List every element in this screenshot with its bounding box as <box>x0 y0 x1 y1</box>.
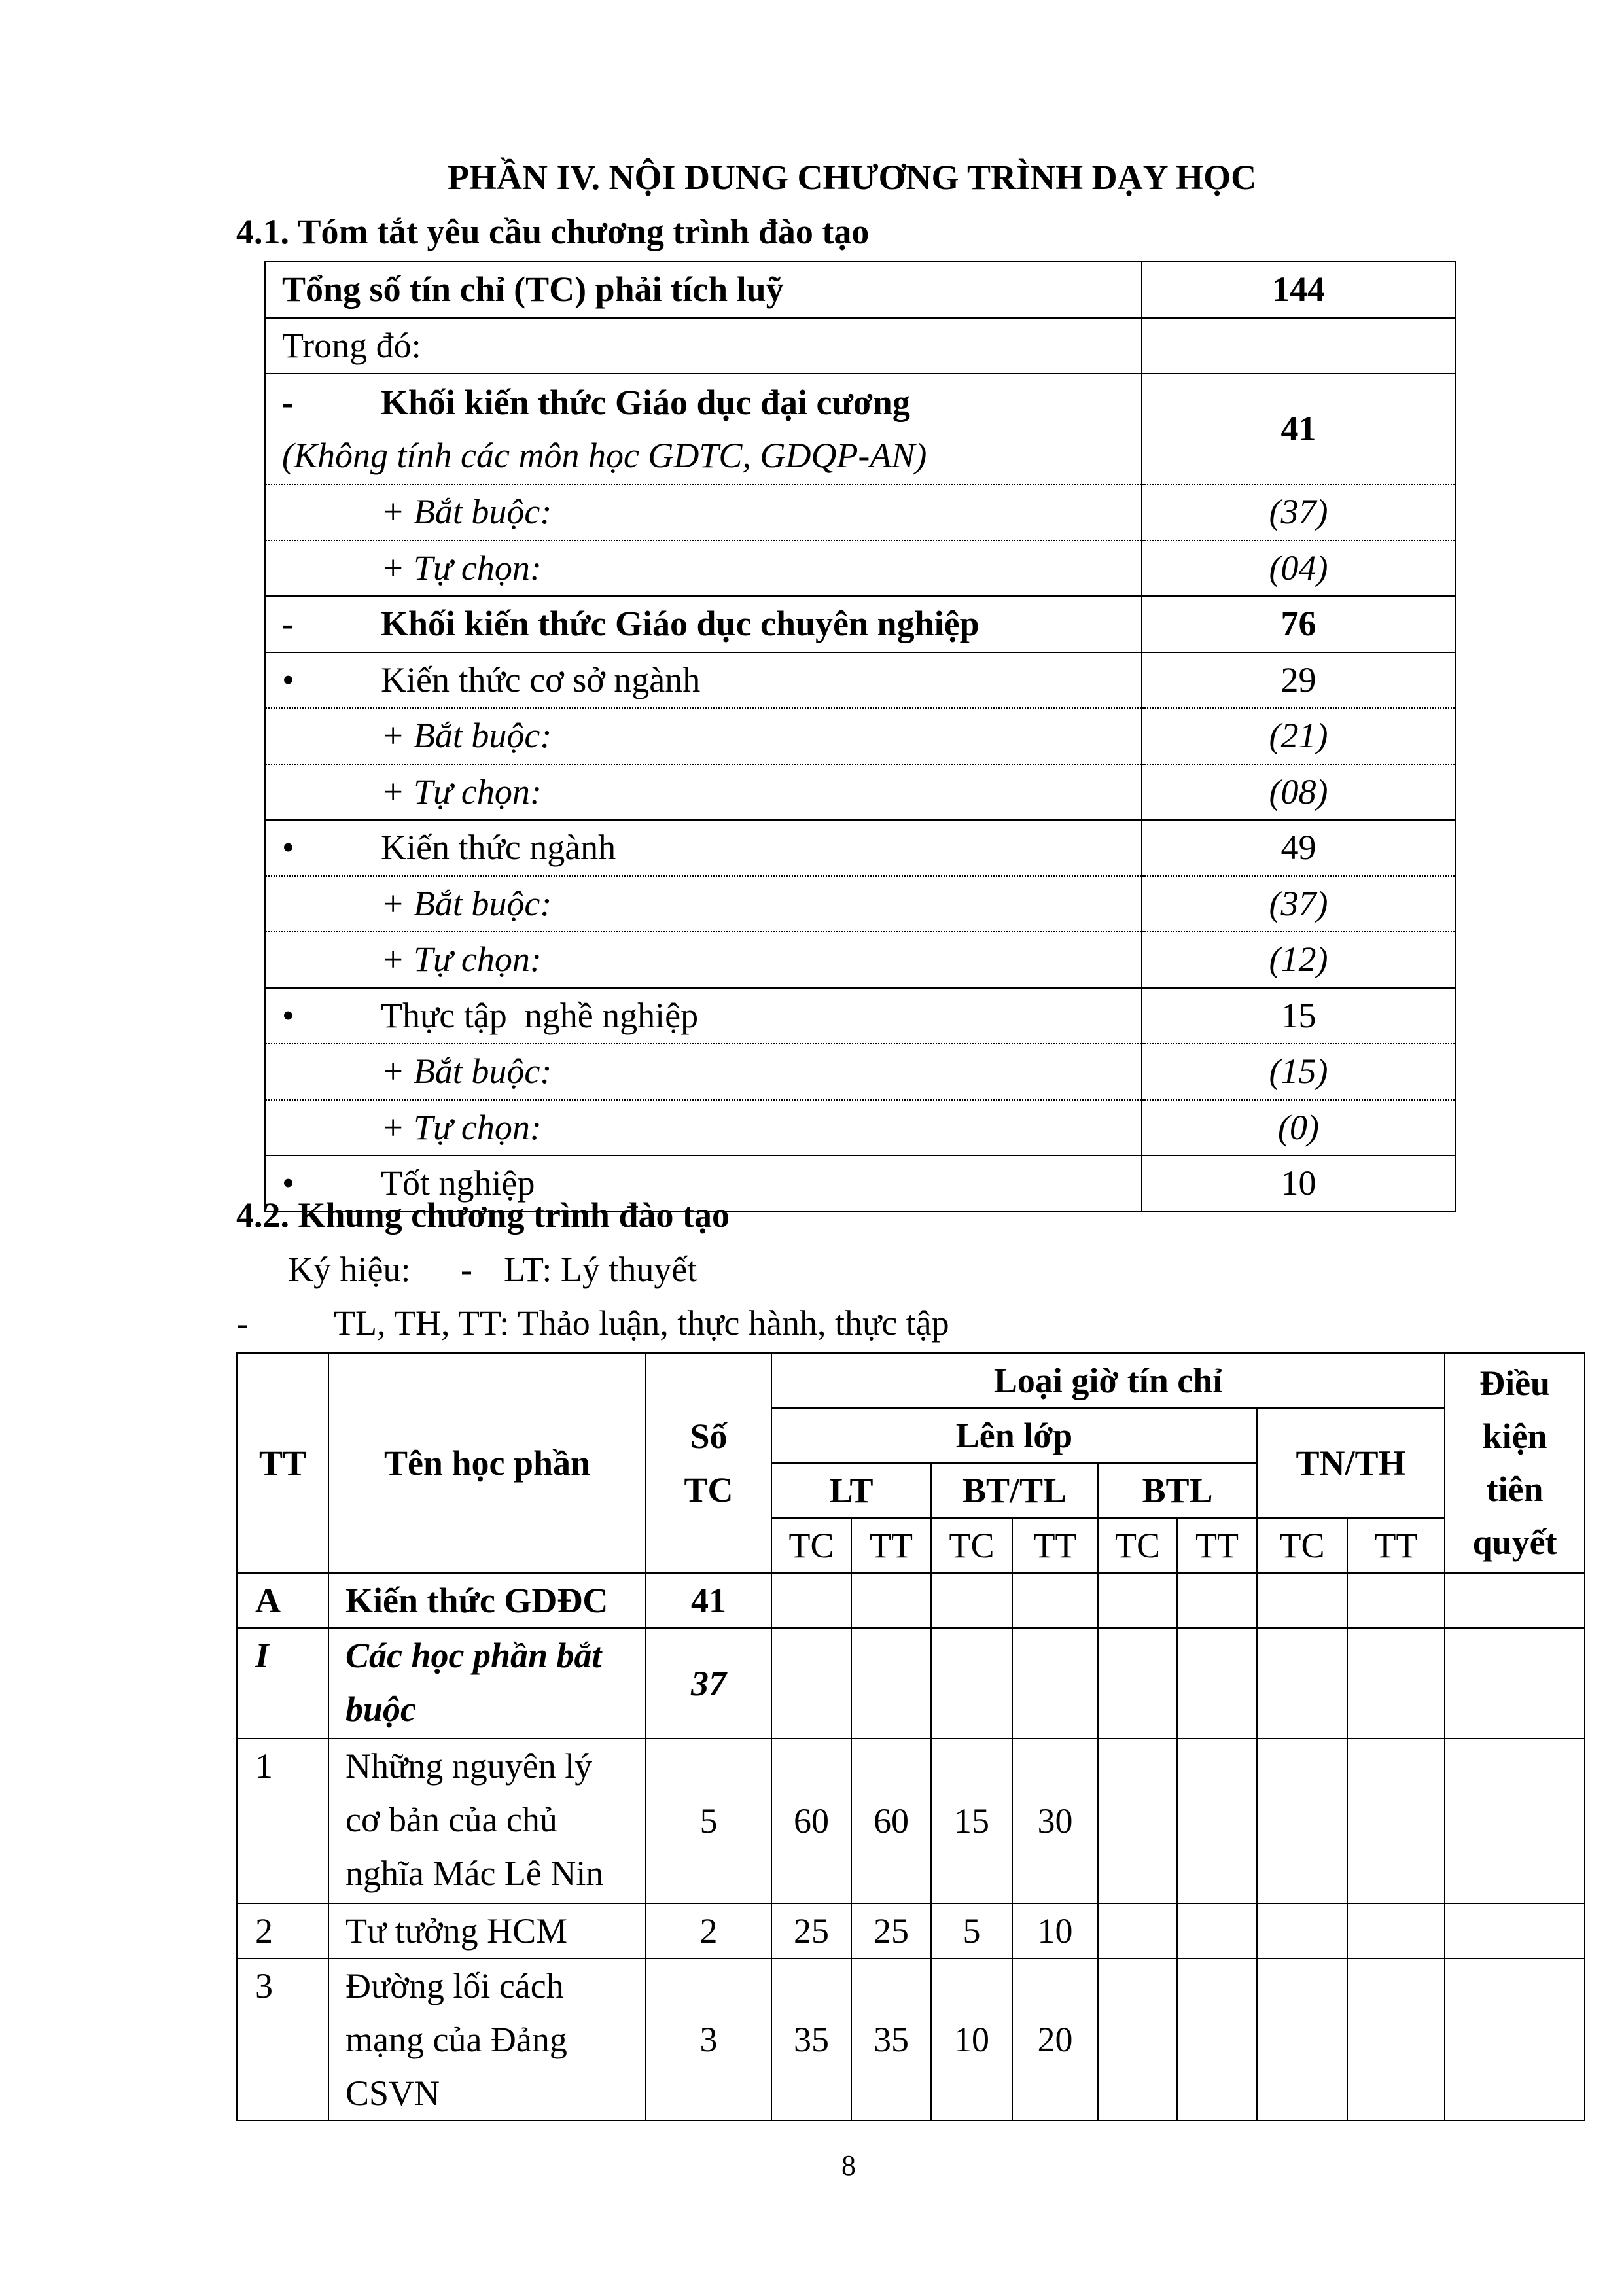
summary-label: + Bắt buộc: <box>265 484 1142 540</box>
row-bttl-tt <box>1012 1628 1098 1739</box>
header-tn-th: TN/TH <box>1257 1408 1445 1518</box>
row-tnth-tt <box>1347 1573 1445 1628</box>
row-btl-tc <box>1098 1628 1177 1739</box>
row-btl-tt <box>1177 1628 1257 1739</box>
row-lt-tc: 25 <box>771 1903 851 1958</box>
summary-label-cell <box>265 374 1142 484</box>
header-btl: BTL <box>1098 1463 1257 1518</box>
summary-label: Kiến thức ngành <box>381 828 616 868</box>
row-lt-tt <box>851 1573 931 1628</box>
summary-row <box>265 1044 1455 1100</box>
row-prerequisite <box>1445 1903 1585 1958</box>
summary-label-cell <box>265 820 1142 876</box>
summary-label: + Bắt buộc: <box>265 876 1142 932</box>
row-prerequisite <box>1445 1628 1585 1739</box>
row-lt-tc <box>771 1573 851 1628</box>
summary-label-cell <box>265 652 1142 709</box>
row-lt-tt: 35 <box>851 1958 931 2121</box>
header-prerequisite: Điều kiện tiên quyết <box>1445 1353 1585 1573</box>
table-row <box>237 1573 1585 1628</box>
row-credits: 3 <box>646 1958 771 2121</box>
row-bttl-tc <box>931 1573 1012 1628</box>
summary-label: + Bắt buộc: <box>265 1044 1142 1100</box>
row-bttl-tt: 30 <box>1012 1739 1098 1903</box>
row-lt-tt: 25 <box>851 1903 931 1958</box>
summary-label: Trong đó: <box>265 318 1142 374</box>
list-marker: - <box>282 604 294 644</box>
row-tt: 2 <box>237 1903 328 1958</box>
summary-label: Tổng số tín chỉ (TC) phải tích luỹ <box>265 262 1142 318</box>
summary-row <box>265 988 1455 1044</box>
legend-item: TL, TH, TT: Thảo luận, thực hành, thực tập <box>334 1303 949 1343</box>
row-course-name: Đường lối cách mạng của Đảng CSVN <box>328 1958 646 2121</box>
summary-label-cell <box>265 988 1142 1044</box>
row-btl-tt <box>1177 1958 1257 2121</box>
summary-value: 10 <box>1142 1156 1455 1212</box>
row-btl-tc <box>1098 1573 1177 1628</box>
page-number: 8 <box>841 2149 856 2181</box>
row-course-name: Kiến thức GDĐC <box>328 1573 646 1628</box>
row-tt: I <box>237 1628 328 1739</box>
summary-value: (12) <box>1142 932 1455 988</box>
header-in-class: Lên lớp <box>771 1408 1257 1463</box>
summary-label: + Bắt buộc: <box>265 708 1142 764</box>
header-subcol: TT <box>1177 1518 1257 1573</box>
summary-label: Khối kiến thức Giáo dục đại cương <box>381 382 910 422</box>
summary-row <box>265 876 1455 932</box>
row-tnth-tt <box>1347 1739 1445 1903</box>
summary-value: 49 <box>1142 820 1455 876</box>
legend-marker: - <box>236 1303 248 1343</box>
summary-value: (08) <box>1142 764 1455 821</box>
header-subcol: TT <box>1347 1518 1445 1573</box>
summary-value: (37) <box>1142 876 1455 932</box>
summary-value: (04) <box>1142 540 1455 597</box>
row-tnth-tc <box>1257 1903 1347 1958</box>
summary-label: + Tự chọn: <box>265 1100 1142 1156</box>
row-tnth-tc <box>1257 1628 1347 1739</box>
row-prerequisite <box>1445 1573 1585 1628</box>
bullet-marker: • <box>282 995 294 1035</box>
summary-value: 41 <box>1142 374 1455 484</box>
summary-note: (Không tính các môn học GDTC, GDQP-AN) <box>282 435 927 475</box>
summary-row <box>265 764 1455 821</box>
row-tnth-tc <box>1257 1739 1347 1903</box>
row-btl-tt <box>1177 1903 1257 1958</box>
row-credits: 37 <box>646 1628 771 1739</box>
row-prerequisite <box>1445 1958 1585 2121</box>
header-tt: TT <box>237 1353 328 1573</box>
row-tt: 1 <box>237 1739 328 1903</box>
summary-value <box>1142 318 1455 374</box>
summary-row <box>265 374 1455 484</box>
row-bttl-tc: 10 <box>931 1958 1012 2121</box>
summary-table <box>264 261 1456 1212</box>
row-bttl-tt <box>1012 1573 1098 1628</box>
legend-prefix: Ký hiệu: <box>288 1250 411 1289</box>
row-lt-tt <box>851 1628 931 1739</box>
summary-value: (0) <box>1142 1100 1455 1156</box>
summary-row <box>265 484 1455 540</box>
row-lt-tc: 60 <box>771 1739 851 1903</box>
summary-label: + Tự chọn: <box>265 764 1142 821</box>
page-title: PHẦN IV. NỘI DUNG CHƯƠNG TRÌNH DẠY HỌC <box>448 158 1257 197</box>
row-bttl-tc <box>931 1628 1012 1739</box>
row-tt: 3 <box>237 1958 328 2121</box>
summary-value: (15) <box>1142 1044 1455 1100</box>
row-tnth-tt <box>1347 1903 1445 1958</box>
summary-row <box>265 652 1455 709</box>
summary-row <box>265 708 1455 764</box>
header-subcol: TT <box>1012 1518 1098 1573</box>
row-tnth-tt <box>1347 1628 1445 1739</box>
summary-row <box>265 262 1455 318</box>
summary-value: (21) <box>1142 708 1455 764</box>
row-lt-tc <box>771 1628 851 1739</box>
row-credits: 2 <box>646 1903 771 1958</box>
row-bttl-tc: 5 <box>931 1903 1012 1958</box>
summary-label-cell <box>265 596 1142 652</box>
table-row <box>237 1628 1585 1739</box>
summary-value: 29 <box>1142 652 1455 709</box>
summary-value: 144 <box>1142 262 1455 318</box>
header-subcol: TC <box>1257 1518 1347 1573</box>
header-course-name: Tên học phần <box>328 1353 646 1573</box>
row-btl-tc <box>1098 1958 1177 2121</box>
header-credits: Số TC <box>646 1353 771 1573</box>
row-bttl-tc: 15 <box>931 1739 1012 1903</box>
summary-row <box>265 540 1455 597</box>
summary-row <box>265 820 1455 876</box>
summary-label: Kiến thức cơ sở ngành <box>381 660 701 699</box>
row-bttl-tt: 20 <box>1012 1958 1098 2121</box>
row-bttl-tt: 10 <box>1012 1903 1098 1958</box>
header-subcol: TC <box>931 1518 1012 1573</box>
bullet-marker: • <box>282 660 294 699</box>
table-row <box>237 1903 1585 1958</box>
row-btl-tc <box>1098 1739 1177 1903</box>
summary-row <box>265 1100 1455 1156</box>
row-lt-tc: 35 <box>771 1958 851 2121</box>
header-subcol: TT <box>851 1518 931 1573</box>
bullet-marker: • <box>282 828 294 868</box>
summary-row <box>265 318 1455 374</box>
summary-label: + Tự chọn: <box>265 932 1142 988</box>
header-lt: LT <box>771 1463 931 1518</box>
row-prerequisite <box>1445 1739 1585 1903</box>
section-heading-4-1: 4.1. Tóm tắt yêu cầu chương trình đào tạo <box>236 212 870 251</box>
row-lt-tt: 60 <box>851 1739 931 1903</box>
header-subcol: TC <box>1098 1518 1177 1573</box>
summary-row <box>265 932 1455 988</box>
header-credit-hour-types: Loại giờ tín chỉ <box>771 1353 1445 1408</box>
summary-value: 15 <box>1142 988 1455 1044</box>
summary-value: 76 <box>1142 596 1455 652</box>
summary-row <box>265 596 1455 652</box>
row-tt: A <box>237 1573 328 1628</box>
row-tnth-tt <box>1347 1958 1445 2121</box>
summary-label: + Tự chọn: <box>265 540 1142 597</box>
legend-marker: - <box>461 1250 472 1289</box>
framework-table <box>236 1352 1585 2121</box>
legend-item: LT: Lý thuyết <box>504 1250 697 1289</box>
row-btl-tc <box>1098 1903 1177 1958</box>
summary-label: Thực tập nghề nghiệp <box>381 995 699 1035</box>
row-tnth-tc <box>1257 1958 1347 2121</box>
row-course-name: Tư tưởng HCM <box>328 1903 646 1958</box>
summary-label: Khối kiến thức Giáo dục chuyên nghiệp <box>381 604 980 644</box>
row-tnth-tc <box>1257 1573 1347 1628</box>
list-marker: - <box>282 382 294 422</box>
summary-label: Tốt nghiệp <box>381 1163 535 1203</box>
section-heading-4-2: 4.2. Khung chương trình đào tạo <box>236 1195 730 1235</box>
header-row <box>237 1353 1585 1408</box>
header-bt-tl: BT/TL <box>931 1463 1098 1518</box>
row-credits: 5 <box>646 1739 771 1903</box>
table-row <box>237 1958 1585 2121</box>
row-btl-tt <box>1177 1573 1257 1628</box>
row-btl-tt <box>1177 1739 1257 1903</box>
header-subcol: TC <box>771 1518 851 1573</box>
row-credits: 41 <box>646 1573 771 1628</box>
row-course-name: Các học phần bắt buộc <box>328 1628 646 1739</box>
table-row <box>237 1739 1585 1903</box>
row-course-name: Những nguyên lý cơ bản của chủ nghĩa Mác Lê Nin <box>328 1739 646 1903</box>
bullet-marker: • <box>282 1163 294 1203</box>
summary-value: (37) <box>1142 484 1455 540</box>
